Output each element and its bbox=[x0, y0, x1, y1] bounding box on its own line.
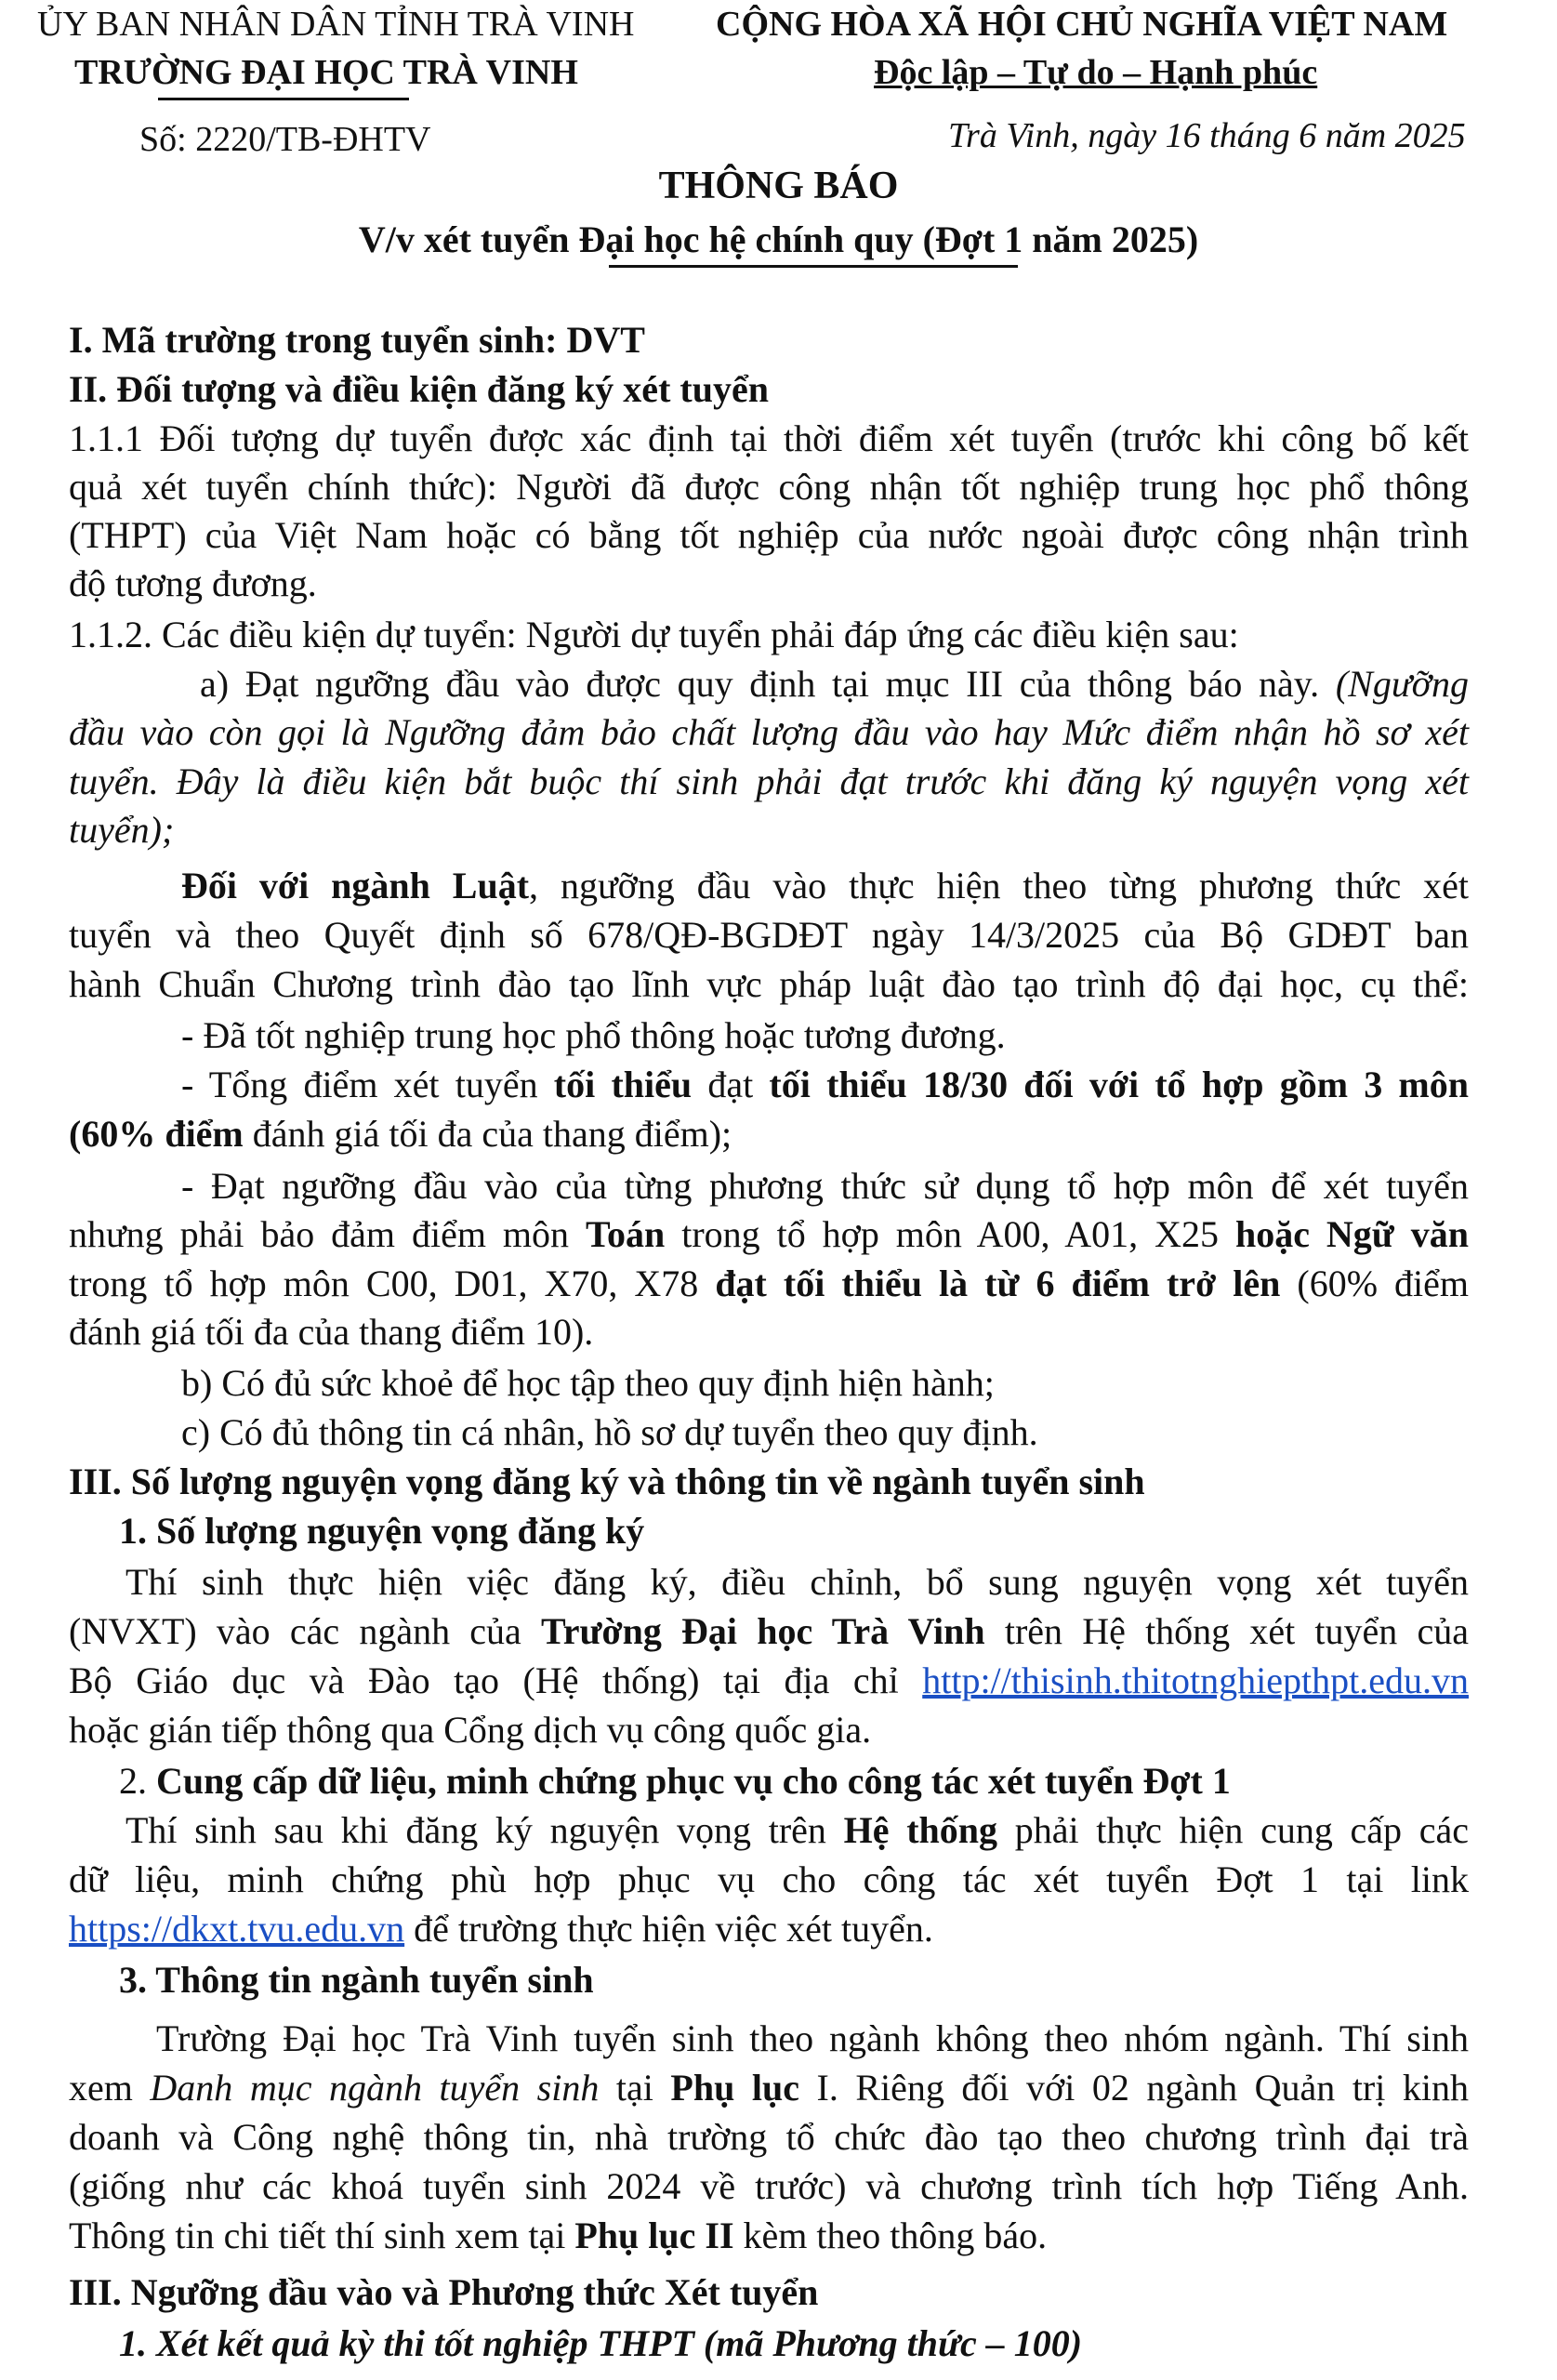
sub1-line-3 bbox=[69, 1657, 1469, 1705]
motto: Độc lập – Tự do – Hạnh phúc bbox=[874, 53, 1318, 92]
document-subject: V/v xét tuyển Đại học hệ chính quy (Đợt 1 năm 2025) bbox=[358, 218, 1199, 260]
law-line-2: tuyển và theo Quyết định số 678/QĐ-BGDĐT ngày 14/3/2025 của Bộ GDĐT ban bbox=[69, 914, 1469, 956]
section-3-heading: III. Số lượng nguyện vọng đăng ký và thông tin về ngành tuyển sinh bbox=[69, 1461, 1145, 1502]
sub3-l2-a: xem bbox=[69, 2067, 151, 2109]
sub3-line-1: Trường Đại học Trà Vinh tuyển sinh theo ngành không theo nhóm ngành. Thí sinh bbox=[156, 2017, 1469, 2059]
law-rest: , ngưỡng đầu vào thực hiện theo từng phương thức xét bbox=[529, 865, 1469, 906]
sub3-l2-c: tại bbox=[599, 2067, 671, 2109]
section-3b-heading: III. Ngưỡng đầu vào và Phương thức Xét tuyển bbox=[69, 2271, 819, 2313]
section-3b-sub-1: 1. Xét kết quả kỳ thi tốt nghiệp THPT (mã Phương thức – 100) bbox=[119, 2322, 1083, 2364]
sub1-l3-a: Bộ Giáo dục và Đào tạo (Hệ thống) tại địa chỉ bbox=[69, 1659, 923, 1701]
bullet-3-l3-b: đạt tối thiểu là từ 6 điểm trở lên bbox=[715, 1263, 1281, 1304]
sub3-line-2 bbox=[69, 2064, 1469, 2112]
item-a-line-2: đầu vào còn gọi là Ngưỡng đảm bảo chất lượng đầu vào hay Mức điểm nhận hồ sơ xét bbox=[69, 711, 1469, 753]
law-bold: Đối với ngành Luật bbox=[181, 865, 530, 906]
bullet-3-line-4: đánh giá tối đa của thang điểm 10). bbox=[69, 1311, 594, 1353]
p112: 1.1.2. Các điều kiện dự tuyển: Người dự tuyển phải đáp ứng các điều kiện sau: bbox=[69, 614, 1239, 655]
bullet-3-l2-c: trong tổ hợp môn A00, A01, X25 bbox=[665, 1213, 1235, 1255]
section-1-heading: I. Mã trường trong tuyển sinh: DVT bbox=[69, 319, 645, 361]
sub1-l2-a: (NVXT) vào các ngành của bbox=[69, 1610, 541, 1652]
sub3-line-3: doanh và Công nghệ thông tin, nhà trường tổ chức đào tạo theo chương trình đại trà bbox=[69, 2116, 1469, 2158]
bullet-3-l2-a: nhưng phải bảo đảm điểm môn bbox=[69, 1213, 586, 1255]
bullet-2-b: tối thiểu bbox=[553, 1064, 693, 1105]
bullet-2-e: (60% điểm bbox=[69, 1113, 244, 1155]
bullet-3-l3-a: trong tổ hợp môn C00, D01, X70, X78 bbox=[69, 1263, 716, 1304]
bullet-3-l2-b: Toán bbox=[586, 1213, 666, 1255]
bullet-2-d: tối thiểu 18/30 đối với tổ hợp gồm 3 môn bbox=[769, 1064, 1469, 1105]
item-a-text: a) Đạt ngưỡng đầu vào được quy định tại mục III của thông báo này. bbox=[200, 663, 1336, 705]
sub3-l2-d: Phụ lục bbox=[670, 2067, 799, 2109]
sub3-l5-a: Thông tin chi tiết thí sinh xem tại bbox=[69, 2215, 575, 2256]
document-title: THÔNG BÁO bbox=[658, 165, 899, 207]
bullet-1: - Đã tốt nghiệp trung học phổ thông hoặc tương đương. bbox=[181, 1014, 1006, 1056]
subject-underline bbox=[609, 265, 1018, 268]
sub1-line-2 bbox=[69, 1607, 1469, 1656]
sub1-line-4: hoặc gián tiếp thông qua Cổng dịch vụ công quốc gia. bbox=[69, 1709, 872, 1751]
sub2-heading-text: Cung cấp dữ liệu, minh chứng phục vụ cho công tác xét tuyển Đợt 1 bbox=[156, 1760, 1231, 1802]
item-a-line-3: tuyển. Đây là điều kiện bắt buộc thí sinh phải đạt trước khi đăng ký nguyện vọng xét bbox=[69, 760, 1469, 802]
bullet-3-line-1: - Đạt ngưỡng đầu vào của từng phương thức sử dụng tổ hợp môn để xét tuyển bbox=[181, 1165, 1469, 1207]
p111-line-1: 1.1.1 Đối tượng dự tuyển được xác định tại thời điểm xét tuyển (trước khi công bố kết bbox=[69, 417, 1469, 459]
sub1-l2-c: trên Hệ thống xét tuyển của bbox=[984, 1610, 1470, 1652]
p111-line-4: độ tương đương. bbox=[69, 562, 317, 604]
sub2-l1-b: Hệ thống bbox=[843, 1809, 998, 1851]
p111-line-3: (THPT) của Việt Nam hoặc có bằng tốt nghiệp của nước ngoài được công nhận trình bbox=[69, 514, 1469, 556]
item-a-line-1 bbox=[200, 660, 1469, 708]
sub1-l2-b: Trường Đại học Trà Vinh bbox=[540, 1610, 985, 1652]
sub2-l1-a: Thí sinh sau khi đăng ký nguyện vọng trên bbox=[125, 1809, 844, 1851]
sub2-l1-c: phải thực hiện cung cấp các bbox=[997, 1809, 1469, 1851]
law-line-1 bbox=[181, 862, 1469, 910]
sub2-number: 2. bbox=[119, 1760, 156, 1802]
sub3-l5-c: kèm theo thông báo. bbox=[733, 2215, 1048, 2256]
bullet-3-line-3 bbox=[69, 1260, 1469, 1308]
p111-line-2: quả xét tuyển chính thức): Người đã được công nhận tốt nghiệp trung học phổ thông bbox=[69, 466, 1469, 508]
country-name: CỘNG HÒA XÃ HỘI CHỦ NGHĨA VIỆT NAM bbox=[716, 5, 1448, 44]
thisinh-link[interactable]: http://thisinh.thitotnghiepthpt.edu.vn bbox=[922, 1659, 1469, 1701]
item-c: c) Có đủ thông tin cá nhân, hồ sơ dự tuyển theo quy định. bbox=[181, 1411, 1038, 1453]
school-underline bbox=[158, 98, 409, 100]
item-a-italic-start: (Ngưỡng bbox=[1335, 663, 1469, 705]
sub2-line-3 bbox=[69, 1905, 933, 1953]
agency-name: ỦY BAN NHÂN DÂN TỈNH TRÀ VINH bbox=[37, 5, 635, 44]
section-2-heading: II. Đối tượng và điều kiện đăng ký xét tuyển bbox=[69, 368, 769, 410]
item-b: b) Có đủ sức khoẻ để học tập theo quy định hiện hành; bbox=[181, 1362, 995, 1404]
school-name: TRƯỜNG ĐẠI HỌC TRÀ VINH bbox=[74, 53, 578, 92]
bullet-3-line-2 bbox=[69, 1210, 1469, 1259]
bullet-2-line-2 bbox=[69, 1110, 732, 1158]
sub3-line-5 bbox=[69, 2212, 1047, 2260]
bullet-2-c: đạt bbox=[692, 1064, 770, 1105]
bullet-2-a: - Tổng điểm xét tuyển bbox=[181, 1064, 554, 1105]
bullet-2-line-1 bbox=[181, 1061, 1469, 1109]
sub3-l5-b: Phụ lục II bbox=[574, 2215, 734, 2256]
sub1-line-1: Thí sinh thực hiện việc đăng ký, điều chỉnh, bổ sung nguyện vọng xét tuyển bbox=[125, 1561, 1469, 1603]
sub2-line-1 bbox=[125, 1806, 1469, 1855]
sub2-l3-rest: để trường thực hiện việc xét tuyển. bbox=[404, 1908, 933, 1950]
sub3-l2-b: Danh mục ngành tuyển sinh bbox=[150, 2067, 600, 2109]
section-3-sub-2-heading bbox=[119, 1757, 1231, 1805]
bullet-3-l2-d: hoặc Ngữ văn bbox=[1234, 1213, 1470, 1255]
sub2-line-2: dữ liệu, minh chứng phù hợp phục vụ cho công tác xét tuyển Đợt 1 tại link bbox=[69, 1858, 1469, 1900]
sub3-line-4: (giống như các khoá tuyển sinh 2024 về trước) và chương trình tích hợp Tiếng Anh. bbox=[69, 2165, 1469, 2207]
bullet-2-f: đánh giá tối đa của thang điểm); bbox=[243, 1113, 732, 1155]
document-number: Số: 2220/TB-ĐHTV bbox=[139, 120, 431, 159]
document-date: Trà Vinh, ngày 16 tháng 6 năm 2025 bbox=[948, 116, 1466, 155]
sub3-l2-e: I. Riêng đối với 02 ngành Quản trị kinh bbox=[798, 2067, 1470, 2109]
law-line-3: hành Chuẩn Chương trình đào tạo lĩnh vực pháp luật đào tạo trình độ đại học, cụ thể: bbox=[69, 963, 1469, 1005]
dkxt-link[interactable]: https://dkxt.tvu.edu.vn bbox=[69, 1908, 405, 1950]
item-a-line-4: tuyển); bbox=[69, 809, 175, 851]
section-3-sub-3-heading: 3. Thông tin ngành tuyển sinh bbox=[119, 1959, 594, 2001]
bullet-3-l3-c: (60% điểm bbox=[1280, 1263, 1470, 1304]
section-3-sub-1-heading: 1. Số lượng nguyện vọng đăng ký bbox=[119, 1510, 645, 1552]
